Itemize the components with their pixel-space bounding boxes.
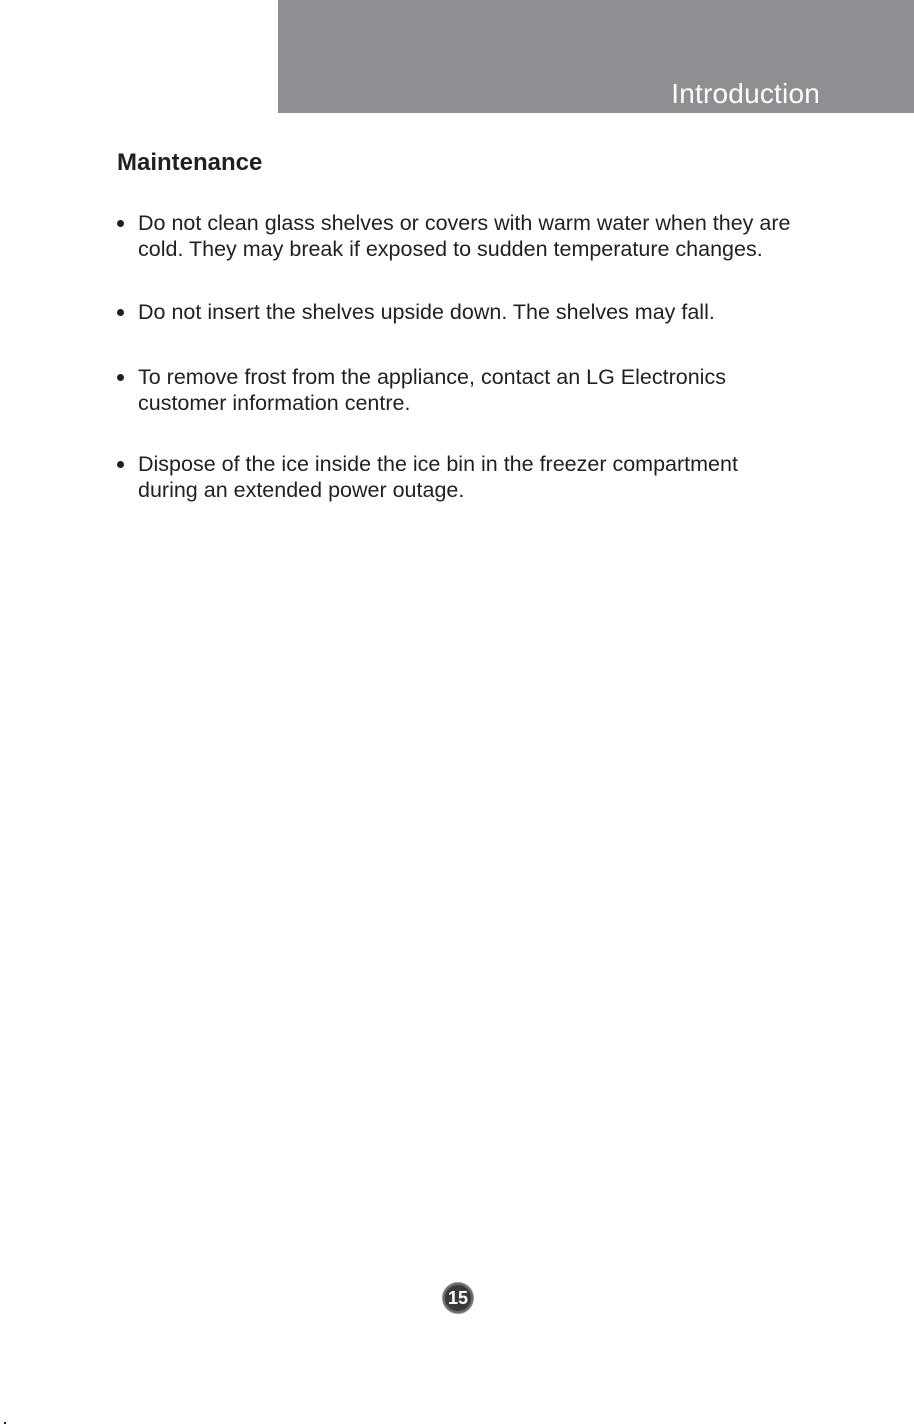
section-title: Maintenance: [117, 149, 263, 176]
list-item-line: Do not insert the shelves upside down. The shelves may fall.: [138, 300, 715, 324]
list-item-text: [138, 451, 850, 503]
list-item-line: cold. They may break if exposed to sudden temperature changes.: [138, 237, 763, 261]
bullet-icon: [117, 461, 124, 468]
page-number-badge: 15: [442, 1282, 474, 1314]
list-item-text: [138, 210, 850, 262]
list-item-line: To remove frost from the appliance, contact an LG Electronics: [138, 365, 726, 389]
list-item-text: [138, 364, 850, 416]
header-title: Introduction: [671, 78, 820, 109]
bullet-icon: [117, 374, 124, 381]
bullet-icon: [117, 309, 124, 316]
header-bar: [278, 0, 914, 113]
list-item-line: Dispose of the ice inside the ice bin in the freezer compartment: [138, 452, 738, 476]
list-item-line: Do not clean glass shelves or covers with warm water when they are: [138, 211, 791, 235]
list-item-line: during an extended power outage.: [138, 478, 465, 502]
corner-mark: [4, 1422, 6, 1424]
list-item-line: customer information centre.: [138, 391, 411, 415]
bullet-icon: [117, 220, 124, 227]
list-item-text: [138, 299, 850, 325]
